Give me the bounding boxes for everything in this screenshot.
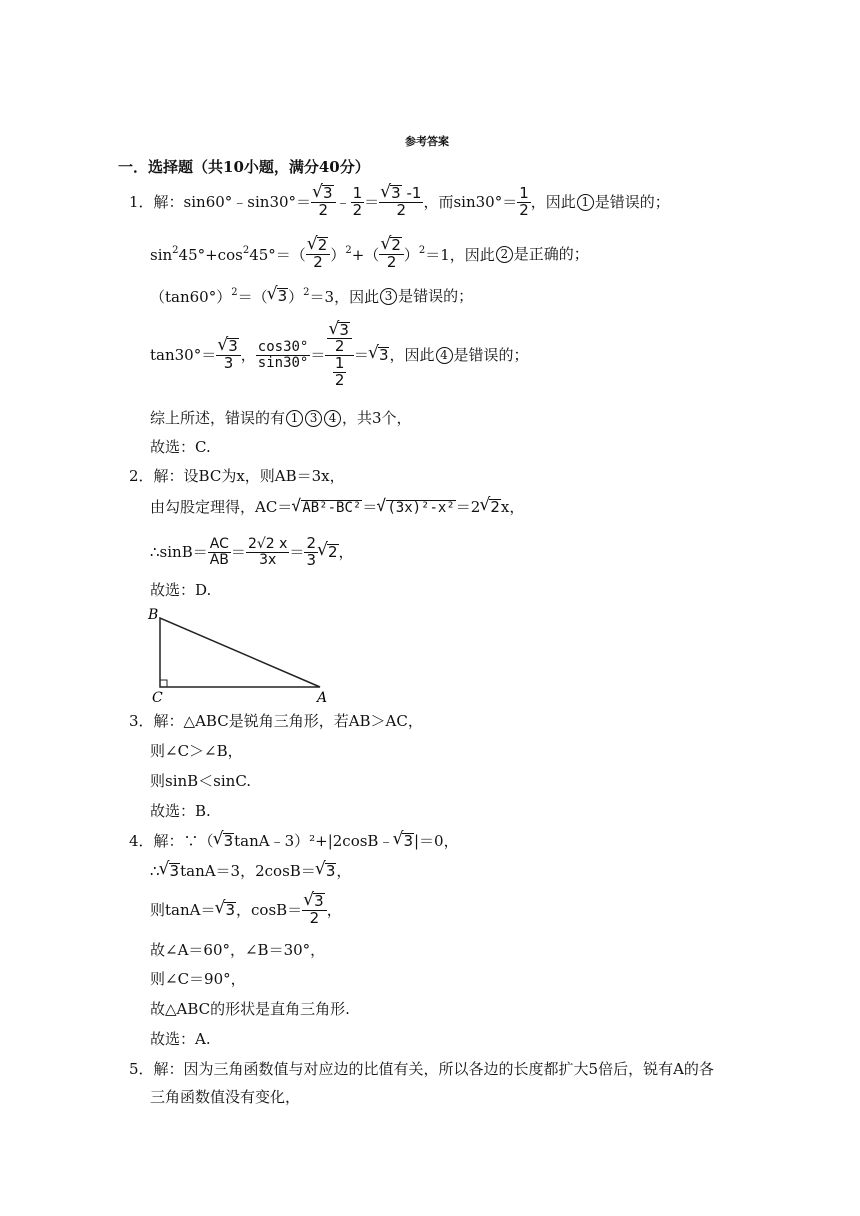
q1-ok2: 是正确的； <box>513 244 589 263</box>
summary-text: 综上所述，错误的有 <box>150 409 286 427</box>
q4-therefore: ∴ <box>150 861 160 880</box>
minus-sign: ﹣ <box>335 192 351 211</box>
q4-l1b: tanA﹣3）²+|2cosB﹣ <box>234 831 394 850</box>
page-title: 参考答案 <box>405 135 449 148</box>
q2-comma: ， <box>338 542 354 561</box>
q4-l2c: ， <box>336 861 352 880</box>
circled-3-icon: 3 <box>380 288 397 305</box>
q2-line3 <box>150 530 354 574</box>
q3-line3: 则sinB＜sinC. <box>150 772 252 790</box>
right-angle-marker <box>160 680 167 687</box>
q4-line1 <box>129 830 459 852</box>
q4-answer: 故选：A. <box>150 1030 211 1048</box>
q5-line1 <box>129 1062 714 1077</box>
q1-line2: $\sin^245^\circ+\cos^245^\circ=$（ √ $\frac{2}{2}$ ）$^2$+（ √ $\frac{2}{2}$ ）$^2$＝1，因此 2 是正确的； <box>150 232 589 276</box>
q1-line3: $(\tan 60^\circ)^2=$（ √ 3 ）$^2$＝3，因此 3 是错误的； <box>150 286 473 306</box>
q4-l3b: ，cosB＝ <box>236 900 303 919</box>
fraction-r3-over-2: √ $\frac{3}{2}$ <box>311 185 336 219</box>
q1-tail: ，而sin30°＝ <box>423 192 518 211</box>
fraction-cos30-over-sin30: $\frac{\cos 30^\circ}{\sin 30^\circ}$ <box>257 338 309 371</box>
q2-eq: ＝ <box>362 497 378 516</box>
q1-line1: 1． 解：sin60°﹣sin30°＝ √ $\frac{3}{2}$ ﹣ $\frac{1}{2}$ ＝ √ $\frac{3 -1}{2}$ ，而sin30°＝ $\frac{1}{2}$ ，因此 1 是错误的； <box>129 180 670 224</box>
vertex-a-label: A <box>317 690 328 702</box>
q5-l1: 解：因为三角函数值与对应边的比值有关，所以各边的长度都扩大5倍后，锐有A的各 <box>153 1060 714 1078</box>
section-heading: 一．选择题（共10小题，满分40分） <box>118 158 370 176</box>
fraction-2-over-3: $\frac{2}{3}$ <box>306 533 316 569</box>
fraction-r2-over-2b: √ $\frac{2}{2}$ <box>379 237 404 271</box>
q1-summary <box>150 410 412 427</box>
vertex-c-label: C <box>152 690 163 702</box>
comma: ， <box>240 345 256 364</box>
q1-err1: 是错误的； <box>594 192 670 211</box>
complex-fraction: √ $\frac{\frac{3}{2}}{\frac{1}{2}}$ <box>325 322 354 389</box>
q4-l3a: 则tanA＝ <box>150 900 216 919</box>
q1-err3: 是错误的； <box>398 286 474 305</box>
fraction-r3m1-over-2: √ $\frac{3 -1}{2}$ <box>379 185 423 219</box>
fraction-r2-over-2: √ $\frac{2}{2}$ <box>306 237 331 271</box>
fraction-1-over-2b: $\frac{1}{2}$ <box>519 183 529 219</box>
q2-answer: 故选：D. <box>150 581 212 599</box>
fraction-r3-over-2c: √ $\frac{3}{2}$ <box>302 893 327 927</box>
sqrt-ab2-bc2: √ AB²-BC² <box>292 500 362 515</box>
q2-line2 <box>150 492 524 522</box>
q2-x: x， <box>500 497 525 516</box>
circled-1-icon: 1 <box>577 194 594 211</box>
tan30-label: tan30°＝ <box>150 345 217 364</box>
sqrt-3g: √ 3 <box>215 902 236 918</box>
fraction-2r2x-over-3x: $\frac{2√2 x}{3x}$ <box>247 535 288 568</box>
fraction-ac-over-ab: $\frac{AC}{AB}$ <box>209 535 229 568</box>
q4-l3c: ， <box>326 900 342 919</box>
q4-line4: 故∠A＝60°，∠B＝30°， <box>150 941 326 959</box>
q2-line1 <box>129 469 345 484</box>
vertex-b-label: B <box>148 607 159 623</box>
sqrt-3d: √ 3 <box>393 833 414 849</box>
q4-line2 <box>150 860 351 882</box>
q3-line1 <box>129 714 423 729</box>
q3-answer: 故选：B. <box>150 802 211 820</box>
q1-therefore: ，因此 <box>530 192 576 211</box>
q2-l1: 解：设BC为x，则AB＝3x， <box>153 467 345 485</box>
sqrt-3b: √ 3 <box>369 347 390 363</box>
sqrt-2: √ 2 <box>480 499 501 515</box>
q1-line4 <box>150 312 529 398</box>
circled-2-icon: 2 <box>496 246 513 263</box>
circled-4-icon: 4 <box>436 347 453 364</box>
q4-line3 <box>150 888 342 932</box>
q4-l2b: tanA＝3，2cosB＝ <box>180 861 316 880</box>
q4-line6: 故△ABC的形状是直角三角形. <box>150 1000 350 1018</box>
q2-l2a: 由勾股定理得，AC＝ <box>150 497 293 516</box>
sqrt-3x2-x2: √ (3x)²-x² <box>377 500 455 515</box>
q4-number: 4． <box>129 831 154 850</box>
q4-l1c: |＝0， <box>414 831 459 850</box>
circled-3b-icon: 3 <box>305 410 322 427</box>
sqrt-3e: √ 3 <box>160 863 181 879</box>
q1-lead: 解：sin60°﹣sin30°＝ <box>153 192 312 211</box>
circled-1b-icon: 1 <box>286 410 303 427</box>
q2-sinB: ∴sinB＝ <box>150 542 208 561</box>
sqrt-2b: √ 2 <box>318 544 339 560</box>
q2-eq3: ＝ <box>230 542 246 561</box>
fraction-1-over-2: $\frac{1}{2}$ <box>352 183 363 219</box>
fraction-r3-over-3: √ $\frac{3}{3}$ <box>216 338 241 372</box>
q2-eq2: ＝2 <box>455 497 481 516</box>
q1-err4: 是错误的； <box>453 345 529 364</box>
q1-number: 1． <box>129 192 154 211</box>
q2-eq4: ＝ <box>289 542 305 561</box>
sqrt-3f: √ 3 <box>316 863 337 879</box>
q2-number: 2． <box>129 467 154 485</box>
q5-number: 5． <box>129 1060 154 1078</box>
summary-tail: ，共3个， <box>342 409 412 427</box>
q3-l1: 解：△ABC是锐角三角形，若AB＞AC， <box>153 712 423 730</box>
therefore: ，因此 <box>389 345 435 364</box>
equals-2: ＝ <box>353 345 369 364</box>
q1-answer: 故选：C. <box>150 438 211 456</box>
q5-line2: 三角函数值没有变化， <box>150 1088 301 1106</box>
sqrt-3: √ 3 <box>268 288 289 304</box>
circled-4b-icon: 4 <box>324 410 341 427</box>
right-triangle-figure <box>145 605 335 702</box>
q4-line5: 则∠C＝90°， <box>150 970 246 988</box>
q4-l1a: 解：∵（ <box>153 831 214 850</box>
equals: ＝ <box>310 345 326 364</box>
sqrt-3c: √ 3 <box>214 833 235 849</box>
q3-number: 3． <box>129 712 154 730</box>
triangle-shape <box>160 618 320 687</box>
q3-line2: 则∠C＞∠B， <box>150 742 243 760</box>
